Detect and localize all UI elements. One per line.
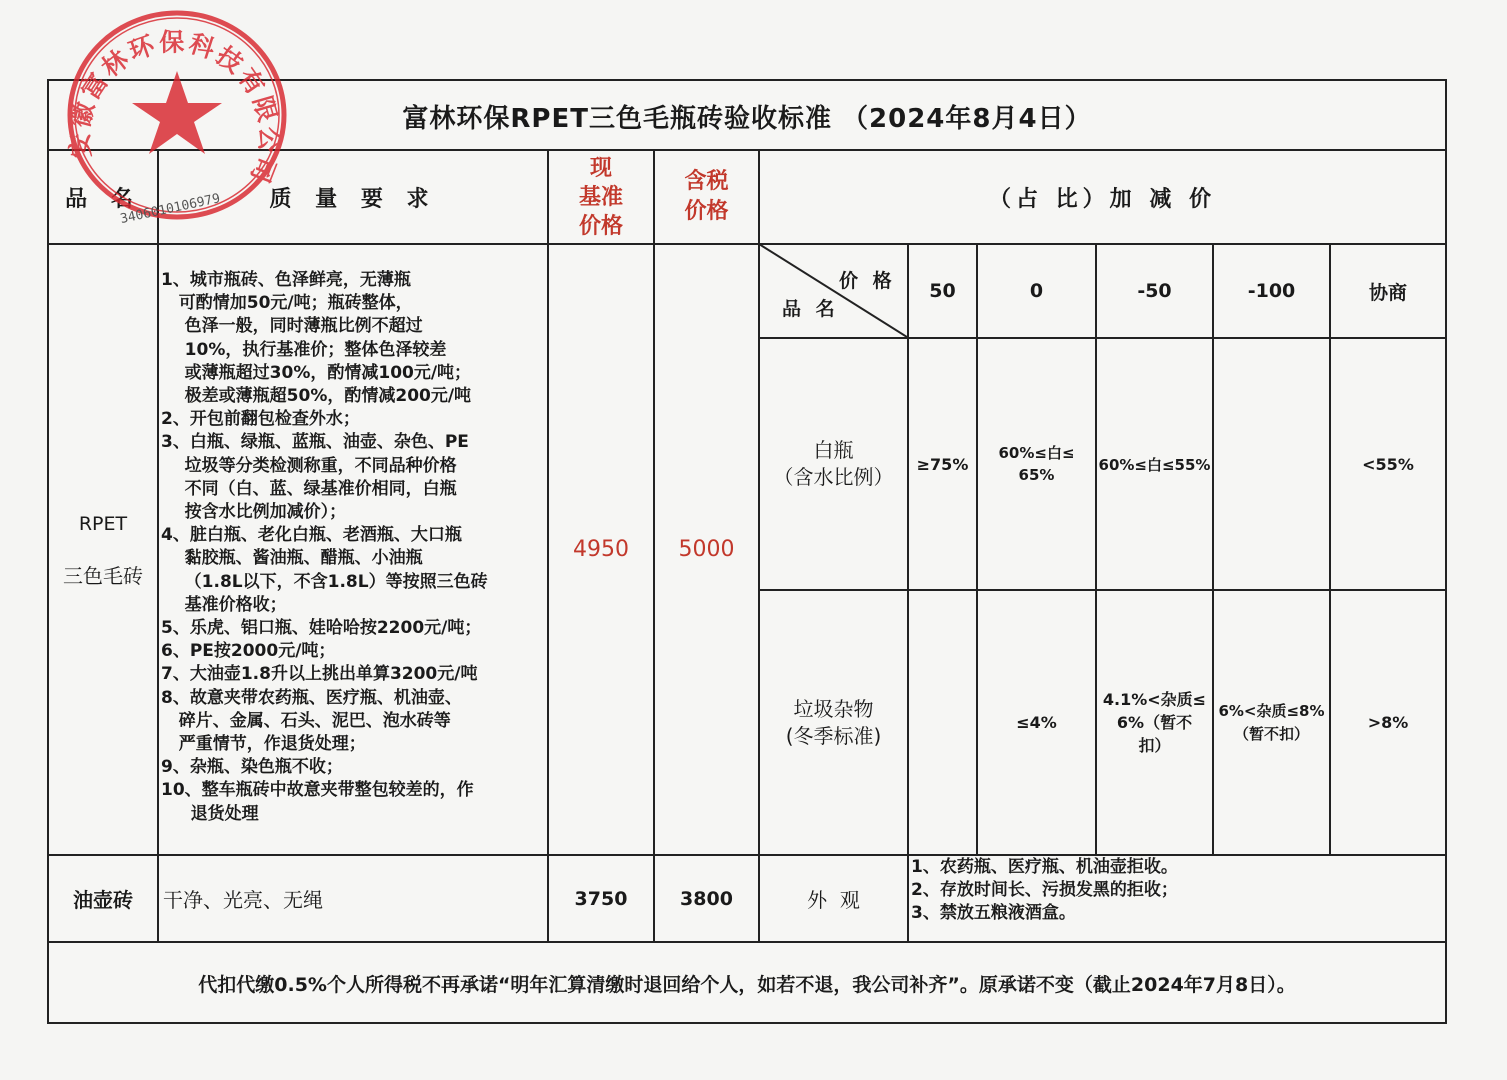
garbage-cell-0: ≤4% <box>1016 713 1057 732</box>
diag-name-label: 品 名 <box>782 298 839 320</box>
svg-text:安徽富林环保科技有限公司: 安徽富林环保科技有限公司 <box>64 27 285 190</box>
white-bottle-cell-negotiate: <55% <box>1362 454 1414 474</box>
white-bottle-cell-minus-50: 60%≤白≤55% <box>1098 455 1211 474</box>
adjust-col-0: 0 <box>1029 280 1044 302</box>
garbage-cell-50 <box>909 591 976 854</box>
header-quality: 质 量 要 求 <box>269 186 437 212</box>
oil-appearance-text: 1、农药瓶、医疗瓶、机油壶拒收。 2、存放时间长、污损发黑的拒收； 3、禁放五粮液酒盒。 <box>911 857 1178 923</box>
diag-price-label: 价 格 <box>839 270 896 292</box>
header-tax-price-line2: 价格 <box>684 199 729 224</box>
white-bottle-cell-minus-100 <box>1214 339 1329 589</box>
seal-star-icon <box>132 71 222 154</box>
garbage-sublabel: (冬季标准) <box>785 723 882 748</box>
header-base-price-line2: 基准 <box>578 184 623 210</box>
rpet-product-name <box>49 245 157 854</box>
svg-text:3406010106979: 3406010106979 <box>118 191 222 227</box>
adjust-col-minus-50: -50 <box>1137 280 1172 302</box>
white-bottle-label: 白瓶 <box>813 438 854 462</box>
white-bottle-sublabel: （含水比例） <box>773 465 894 489</box>
header-tax-price <box>655 151 758 243</box>
header-product-name: 品 名 <box>65 186 141 212</box>
header-base-price-line1: 现 <box>589 155 612 181</box>
oil-product-name: 油壶砖 <box>73 888 133 912</box>
footer-note: 代扣代缴0.5%个人所得税不再承诺“明年汇算清缴时退回给个人，如若不退，我公司补齐”。原承诺不变（截止2024年7月8日）。 <box>198 973 1296 996</box>
garbage-label: 垃圾杂物 <box>793 696 874 721</box>
rpet-name-line1: RPET <box>78 512 128 535</box>
header-base-price <box>549 151 653 243</box>
adjust-col-minus-100: -100 <box>1247 280 1296 302</box>
company-seal <box>63 7 293 227</box>
garbage-cell-minus-50: 4.1%<杂质≤ 6%（暂不 扣） <box>1102 690 1207 755</box>
oil-quality-requirement: 干净、光亮、无绳 <box>163 888 323 912</box>
garbage-cell-negotiate: >8% <box>1367 713 1409 732</box>
adjust-col-negotiate: 协商 <box>1368 281 1407 304</box>
header-tax-price-line1: 含税 <box>684 169 729 194</box>
rpet-name-line2: 三色毛砖 <box>63 563 143 588</box>
rpet-tax-price: 5000 <box>678 537 735 562</box>
header-base-price-line3: 价格 <box>578 213 623 239</box>
garbage-cell-minus-100: 6%<杂质≤8% （暂不扣） <box>1218 701 1325 743</box>
adjust-col-50: 50 <box>929 280 956 302</box>
white-bottle-cell-50: ≥75% <box>916 454 969 474</box>
oil-appearance-label: 外 观 <box>807 888 860 912</box>
document-title: 富林环保RPET三色毛瓶砖验收标准 （2024年8月4日） <box>402 103 1092 134</box>
header-adjust-price: （占 比）加 减 价 <box>989 186 1216 212</box>
oil-base-price: 3750 <box>574 887 628 910</box>
oil-tax-price: 3800 <box>680 887 733 910</box>
row-white-bottle-name <box>760 339 907 589</box>
white-bottle-cell-0: 60%≤白≤ 65% <box>998 444 1075 484</box>
rpet-base-price: 4950 <box>573 537 629 562</box>
rpet-quality-requirements: 1、城市瓶砖、色泽鲜亮，无薄瓶 可酌情加50元/吨；瓶砖整体， 色泽一般，同时薄瓶比例不超过 10%，执行基准价；整体色泽较差 或薄瓶超过30%，酌情减100元/吨； 极差或薄瓶超50%，酌情减200元/吨 2、开包前翻包检查外水； 3、白瓶、绿瓶、蓝瓶、油壶、杂色、PE 垃圾等分类检测称重，不同品种价格 不同（白、蓝、绿基准价相同，白瓶 按含水比例加减价）； 4、脏白瓶、老化白瓶、老酒瓶、大口瓶 黏胶瓶、酱油瓶、醋瓶、小油瓶 （1.8L以下，不含1.8L）等按照三色砖 基准价格收； 5、乐虎、铝口瓶、娃哈哈按2200元/吨； 6、PE按2000元/吨； 7、大油壶1.8升以上挑出单算3200元/吨 8、故意夹带农药瓶、医疗瓶、机油壶、 碎片、金属、石头、泥巴、泡水砖等 严重情节，作退货处理； 9、杂瓶、染色瓶不收； 10、整车瓶砖中故意夹带整包较差的，作 退货处理 <box>161 270 488 824</box>
row-garbage-name <box>760 591 907 854</box>
